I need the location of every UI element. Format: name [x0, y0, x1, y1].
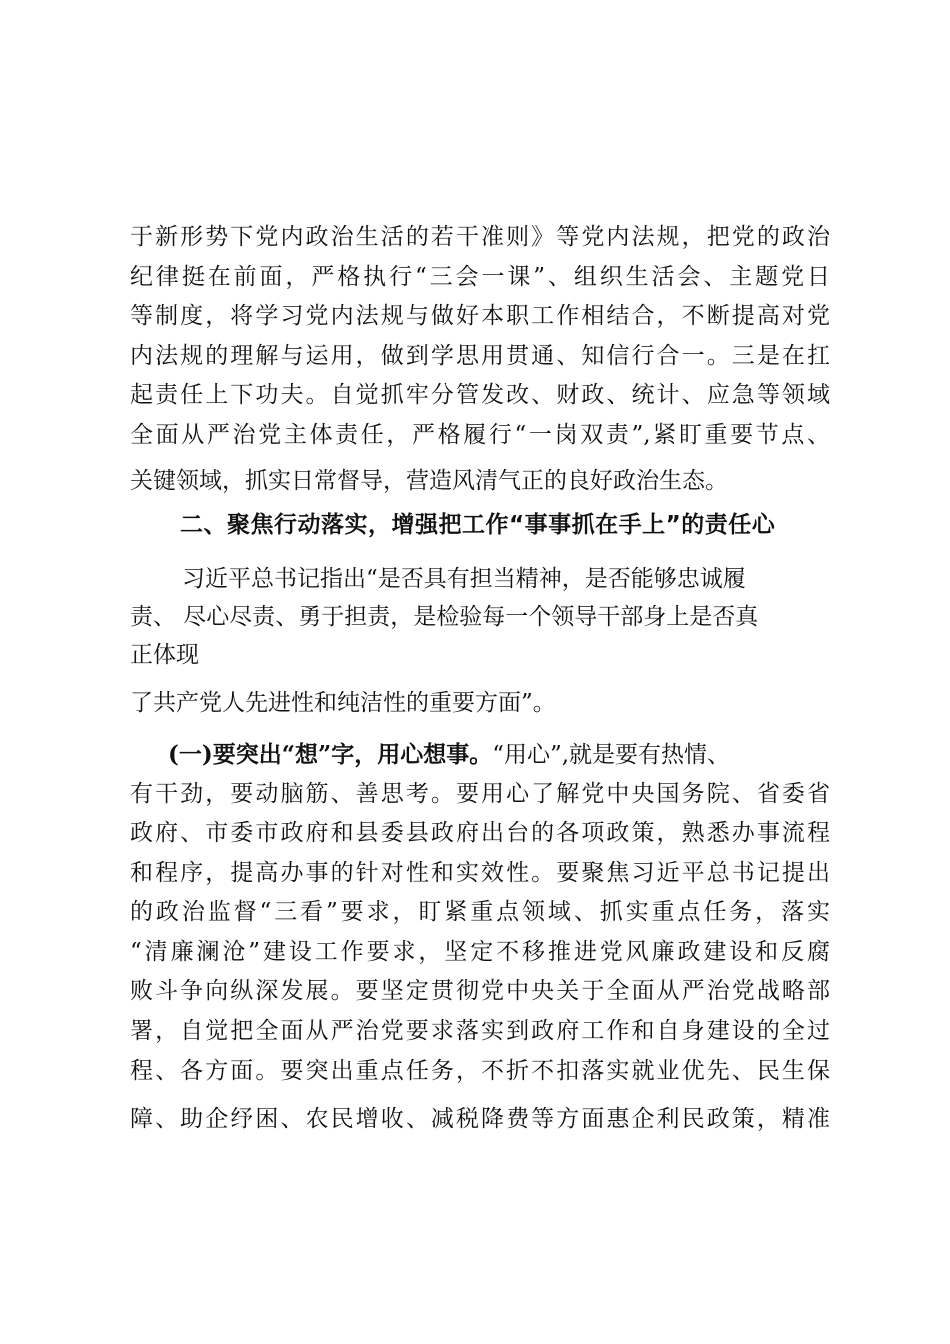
paragraph-line: 于新形势下党内政治生活的若干准则》等党内法规，把党的政治	[130, 224, 830, 250]
paragraph-line: 有干劲，要动脑筋、善思考。要用心了解党中央国务院、省委省	[130, 781, 830, 807]
quote-line: 正体现	[130, 642, 199, 668]
paragraph-line: “清廉澜沧”建设工作要求，坚定不移推进党风廉政建设和反腐	[130, 939, 830, 965]
paragraph-line: 关键领域，抓实日常督导，营造风清气正的良好政治生态。	[130, 468, 728, 494]
paragraph-line: 败斗争向纵深发展。要坚定贯彻党中央关于全面从严治党战略部	[130, 978, 830, 1004]
paragraph-line: 署，自觉把全面从严治党要求落实到政府工作和自身建设的全过	[130, 1018, 830, 1044]
paragraph-line: 纪律挺在前面，严格执行“三会一课”、组织生活会、主题党日	[130, 264, 830, 290]
quote-line: 习近平总书记指出“是否具有担当精神，是否能够忠诚履	[182, 566, 746, 592]
paragraph-line: 全面从严治党主体责任，严格履行“一岗双责”,紧盯重要节点、	[130, 422, 830, 448]
paragraph-line: 政府、市委市政府和县委县政府出台的各项政策，熟悉办事流程	[130, 820, 830, 846]
paragraph-line: 起责任上下功夫。自觉抓牢分管发改、财政、统计、应急等领域	[130, 382, 830, 408]
paragraph-line: 内法规的理解与运用，做到学思用贯通、知信行合一。三是在扛	[130, 343, 830, 369]
paragraph-line: 和程序，提高办事的针对性和实效性。要聚焦习近平总书记提出	[130, 860, 830, 886]
paragraph-line: 等制度，将学习党内法规与做好本职工作相结合，不断提高对党	[130, 303, 830, 329]
paragraph-line: 的政治监督“三看”要求，盯紧重点领域、抓实重点任务，落实	[130, 899, 830, 925]
subsection-text: “用心”,就是要有热情、	[492, 742, 731, 768]
quote-line: 责、 尽心尽责、勇于担责，是检验每一个领导干部身上是否真	[130, 604, 759, 630]
subsection-title: (一)要突出“想”字，用心想事。	[168, 741, 493, 768]
paragraph-line: 程、各方面。要突出重点任务，不折不扣落实就业优先、民生保	[130, 1058, 830, 1084]
quote-line: 了共产党人先进性和纯洁性的重要方面”。	[130, 690, 556, 716]
subsection-line	[168, 740, 830, 770]
section-heading: 二、聚焦行动落实，增强把工作“事事抓在手上”的责任心	[180, 512, 776, 538]
paragraph-line: 障、助企纾困、农民增收、减税降费等方面惠企利民政策，精准	[130, 1106, 830, 1132]
